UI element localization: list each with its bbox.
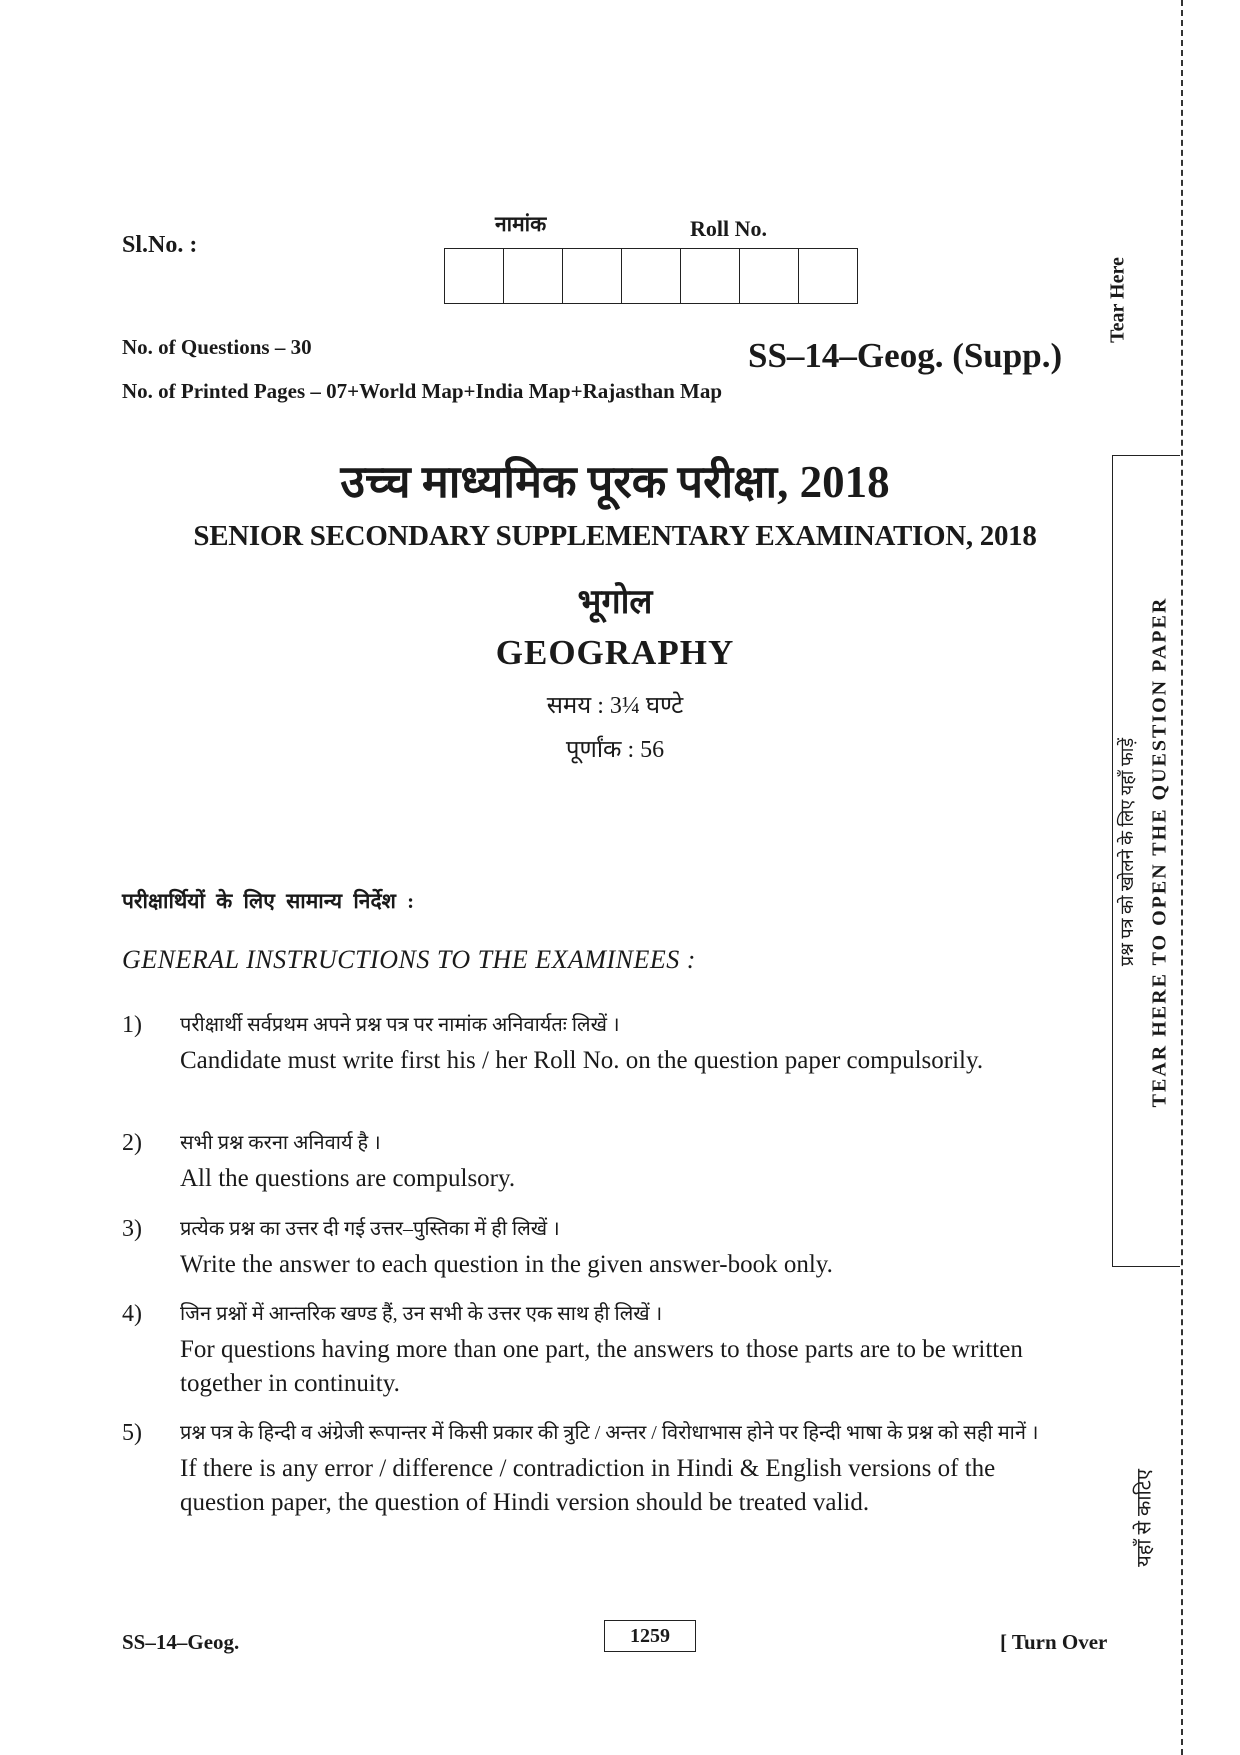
roll-digit-box[interactable] xyxy=(799,249,857,303)
instruction-item xyxy=(122,1008,1052,1078)
instruction-english: For questions having more than one part, the answers to those parts are to be written together in continuity. xyxy=(180,1336,1023,1397)
roll-digit-box[interactable] xyxy=(622,249,681,303)
paper-code: SS–14–Geog. (Supp.) xyxy=(748,336,1063,375)
serial-number-label: Sl.No. : xyxy=(122,232,198,258)
instruction-hindi: जिन प्रश्नों में आन्तरिक खण्ड हैं, उन सभी के उत्तर एक साथ ही लिखें । xyxy=(180,1303,663,1325)
roll-number-boxes xyxy=(444,248,858,304)
instruction-item xyxy=(122,1297,1052,1401)
instruction-number: 2) xyxy=(122,1130,142,1156)
instruction-item xyxy=(122,1126,1052,1196)
printed-pages: No. of Printed Pages – 07+World Map+India Map+Rajasthan Map xyxy=(122,379,723,403)
instruction-hindi: प्रश्न पत्र के हिन्दी व अंग्रेजी रूपान्तर में किसी प्रकार की त्रुटि / अन्तर / विरोधाभास होने पर हिन्दी भाषा के प्रश्न को सही मानें । xyxy=(180,1422,1039,1444)
roll-digit-box[interactable] xyxy=(740,249,799,303)
cut-here-label: यहाँ से काटिए xyxy=(1133,1469,1156,1567)
subject-english: GEOGRAPHY xyxy=(495,633,735,672)
instruction-english: All the questions are compulsory. xyxy=(180,1165,516,1192)
tear-instruction-english: TEAR HERE TO OPEN THE QUESTION PAPER xyxy=(1148,596,1171,1108)
number-of-questions: No. of Questions – 30 xyxy=(122,335,312,359)
turn-over-label: [ Turn Over xyxy=(1000,1630,1108,1654)
roll-label-hindi: नामांक xyxy=(495,212,547,236)
roll-digit-box[interactable] xyxy=(504,249,563,303)
max-marks: पूर्णांक : 56 xyxy=(565,737,665,763)
tear-instruction-hindi: प्रश्न पत्र को खोलने के लिए यहाँ फाड़ें xyxy=(1117,737,1137,967)
instruction-hindi: प्रत्येक प्रश्न का उत्तर दी गई उत्तर–पुस्तिका में ही लिखें । xyxy=(180,1218,560,1240)
instruction-item xyxy=(122,1212,1052,1282)
roll-digit-box[interactable] xyxy=(445,249,504,303)
instruction-hindi: परीक्षार्थी सर्वप्रथम अपने प्रश्न पत्र पर नामांक अनिवार्यतः लिखें । xyxy=(180,1014,620,1036)
exam-title-hindi: उच्च माध्यमिक पूरक परीक्षा, 2018 xyxy=(340,457,890,507)
footer-paper-code: SS–14–Geog. xyxy=(122,1630,240,1654)
exam-title-english: SENIOR SECONDARY SUPPLEMENTARY EXAMINATION, 2018 xyxy=(193,520,1037,552)
roll-label-english: Roll No. xyxy=(690,216,767,241)
instruction-english: Write the answer to each question in the given answer-book only. xyxy=(180,1251,833,1278)
instruction-number: 1) xyxy=(122,1012,142,1038)
roll-digit-box[interactable] xyxy=(681,249,740,303)
tear-here-label: Tear Here xyxy=(1106,257,1129,343)
instructions-heading-hindi: परीक्षार्थियों के लिए सामान्य निर्देश : xyxy=(122,889,415,913)
page-code-box: 1259 xyxy=(604,1620,696,1652)
instruction-number: 5) xyxy=(122,1420,142,1446)
instruction-hindi: सभी प्रश्न करना अनिवार्य है । xyxy=(180,1132,381,1154)
instruction-number: 3) xyxy=(122,1216,142,1242)
tear-dashed-line xyxy=(1181,0,1183,1755)
instruction-item xyxy=(122,1416,1052,1520)
subject-hindi: भूगोल xyxy=(577,584,653,621)
exam-time: समय : 3¼ घण्टे xyxy=(546,693,684,719)
instruction-number: 4) xyxy=(122,1301,142,1327)
instructions-heading-english: GENERAL INSTRUCTIONS TO THE EXAMINEES : xyxy=(122,945,696,974)
roll-digit-box[interactable] xyxy=(563,249,622,303)
instruction-english: If there is any error / difference / contradiction in Hindi & English versions of the question paper, the question of Hindi version should be treated valid. xyxy=(180,1455,996,1516)
instruction-english: Candidate must write first his / her Roll No. on the question paper compulsorily. xyxy=(180,1047,984,1074)
